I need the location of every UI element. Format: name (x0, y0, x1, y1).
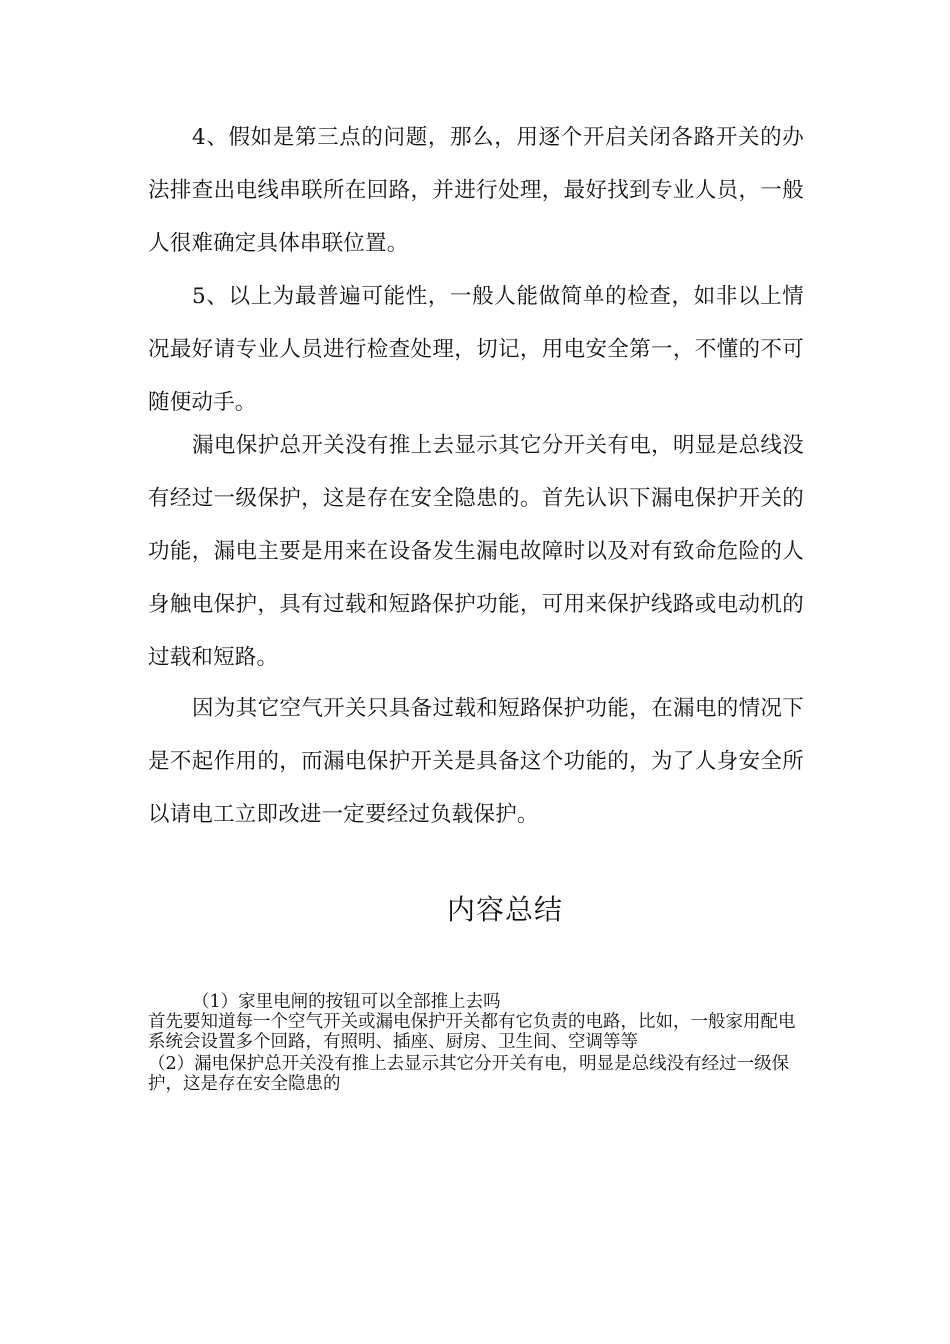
paragraph-leakage-protection (148, 419, 804, 684)
summary-item-1-heading: （1）家里电闸的按钮可以全部推上去吗 (192, 992, 501, 1012)
paragraph-5 (148, 270, 804, 429)
paragraph-text: 5、以上为最普遍可能性，一般人能做简单的检查，如非以上情况最好请专业人员进行检查处理，切记，用电安全第一，不懂的不可随便动手。 (148, 284, 804, 415)
paragraph-4 (148, 111, 804, 270)
paragraph-text: 4、假如是第三点的问题，那么，用逐个开启关闭各路开关的办法排查出电线串联所在回路，并进行处理，最好找到专业人员，一般人很难确定具体串联位置。 (148, 125, 804, 256)
paragraph-text: 因为其它空气开关只具备过载和短路保护功能，在漏电的情况下是不起作用的，而漏电保护开关是具备这个功能的，为了人身安全所以请电工立即改进一定要经过负载保护。 (148, 696, 804, 827)
summary-item-2-body: （2）漏电保护总开关没有推上去显示其它分开关有电，明显是总线没有经过一级保护，这是存在安全隐患的 (148, 1054, 790, 1094)
paragraph-text: 漏电保护总开关没有推上去显示其它分开关有电，明显是总线没有经过一级保护，这是存在安全隐患的。首先认识下漏电保护开关的功能，漏电主要是用来在设备发生漏电故障时以及对有致命危险的人身触电保护，具有过载和短路保护功能，可用来保护线路或电动机的过载和短路。 (148, 433, 804, 670)
paragraph-air-switch (148, 682, 804, 841)
summary-title: 内容总结 (446, 893, 563, 926)
summary-section (148, 992, 808, 1094)
summary-item-1-body: 首先要知道每一个空气开关或漏电保护开关都有它负责的电路，比如，一般家用配电系统会设置多个回路，有照明、插座、厨房、卫生间、空调等等 (148, 1012, 796, 1052)
